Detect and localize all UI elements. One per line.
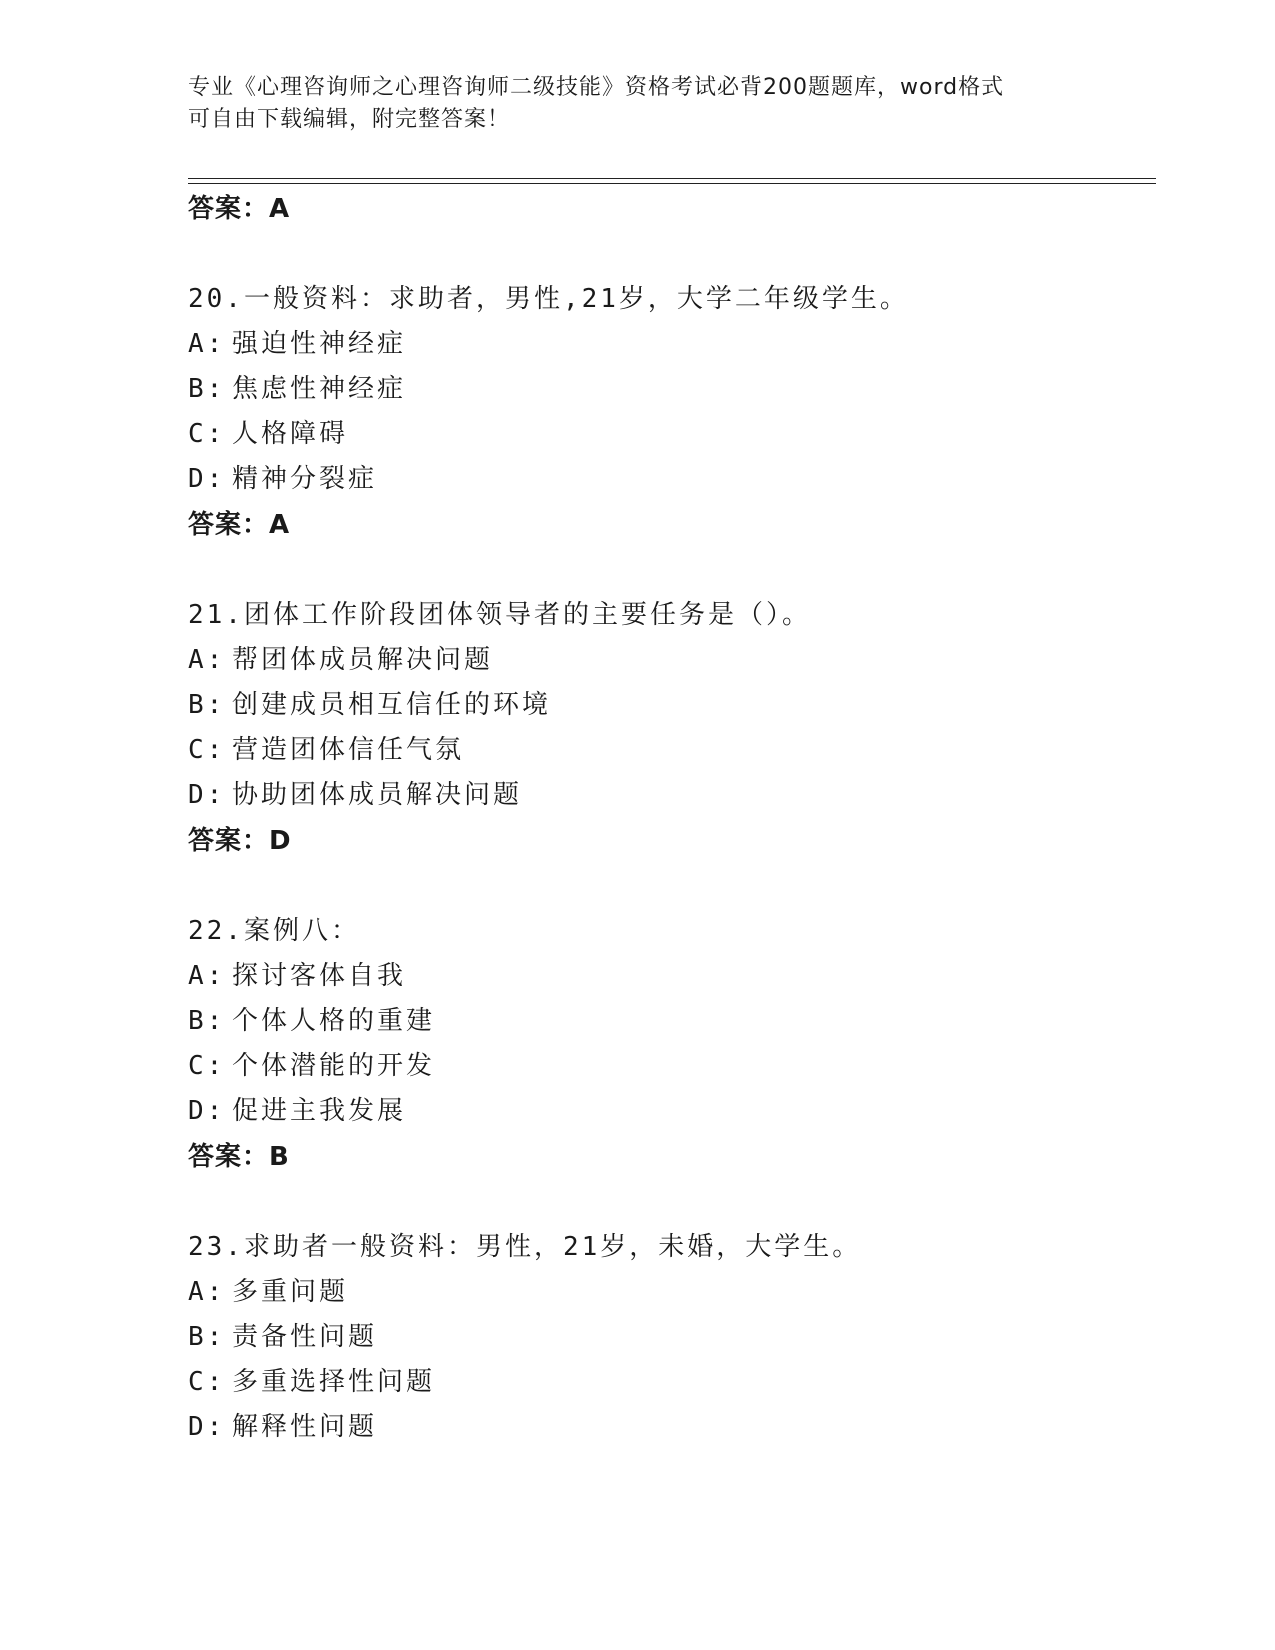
answer-line: 答案：A [188,510,291,540]
option-c [188,728,1148,773]
option-text: 多重问题 [232,1277,349,1307]
option-text: 解释性问题 [232,1412,378,1442]
spacer [188,1180,1148,1225]
option-a [188,638,1148,683]
header-divider-bottom [188,183,1156,184]
option-a [188,1270,1148,1315]
option-a [188,954,1148,999]
question-text: 21.团体工作阶段团体领导者的主要任务是（）。 [188,600,811,630]
option-text: 人格障碍 [232,419,349,449]
question-text: 20.一般资料：求助者，男性,21岁，大学二年级学生。 [188,284,909,314]
option-text: 个体人格的重建 [232,1006,436,1036]
option-letter: D: [188,1096,226,1126]
option-letter: C: [188,735,226,765]
question-text: 22.案例八： [188,916,360,946]
option-c [188,412,1148,457]
option-text: 创建成员相互信任的环境 [232,690,552,720]
option-letter: C: [188,419,226,449]
spacer [188,232,1148,277]
option-letter: C: [188,1367,226,1397]
option-text: 促进主我发展 [232,1096,407,1126]
spacer [188,864,1148,909]
option-text: 强迫性神经症 [232,329,407,359]
option-text: 焦虑性神经症 [232,374,407,404]
question-list [188,186,1148,1450]
header-line-2: 可自由下载编辑，附完整答案！ [188,107,511,132]
option-c [188,1360,1148,1405]
option-a [188,322,1148,367]
question-text: 23.求助者一般资料：男性，21岁，未婚，大学生。 [188,1232,862,1262]
header-line-1: 专业《心理咨询师之心理咨询师二级技能》资格考试必背200题题库，word格式 [188,75,1005,100]
option-d [188,773,1148,818]
option-d [188,1405,1148,1450]
option-letter: A: [188,1277,226,1307]
option-b [188,1315,1148,1360]
option-text: 精神分裂症 [232,464,378,494]
option-letter: D: [188,464,226,494]
option-text: 营造团体信任气氛 [232,735,465,765]
answer-line: 答案：B [188,1142,290,1172]
document-header [188,72,1068,136]
answer-line: 答案：D [188,826,292,856]
option-letter: A: [188,961,226,991]
option-text: 探讨客体自我 [232,961,407,991]
option-b [188,367,1148,412]
option-letter: B: [188,1006,226,1036]
option-text: 帮团体成员解决问题 [232,645,494,675]
option-letter: D: [188,1412,226,1442]
option-letter: B: [188,1322,226,1352]
option-text: 协助团体成员解决问题 [232,780,523,810]
option-letter: B: [188,374,226,404]
option-d [188,457,1148,502]
option-letter: B: [188,690,226,720]
option-text: 个体潜能的开发 [232,1051,436,1081]
option-c [188,1044,1148,1089]
option-letter: A: [188,645,226,675]
option-b [188,683,1148,728]
option-letter: C: [188,1051,226,1081]
answer-line: 答案：A [188,194,291,224]
option-d [188,1089,1148,1134]
option-letter: A: [188,329,226,359]
header-divider-top [188,178,1156,179]
option-text: 责备性问题 [232,1322,378,1352]
spacer [188,548,1148,593]
option-letter: D: [188,780,226,810]
option-b [188,999,1148,1044]
option-text: 多重选择性问题 [232,1367,436,1397]
